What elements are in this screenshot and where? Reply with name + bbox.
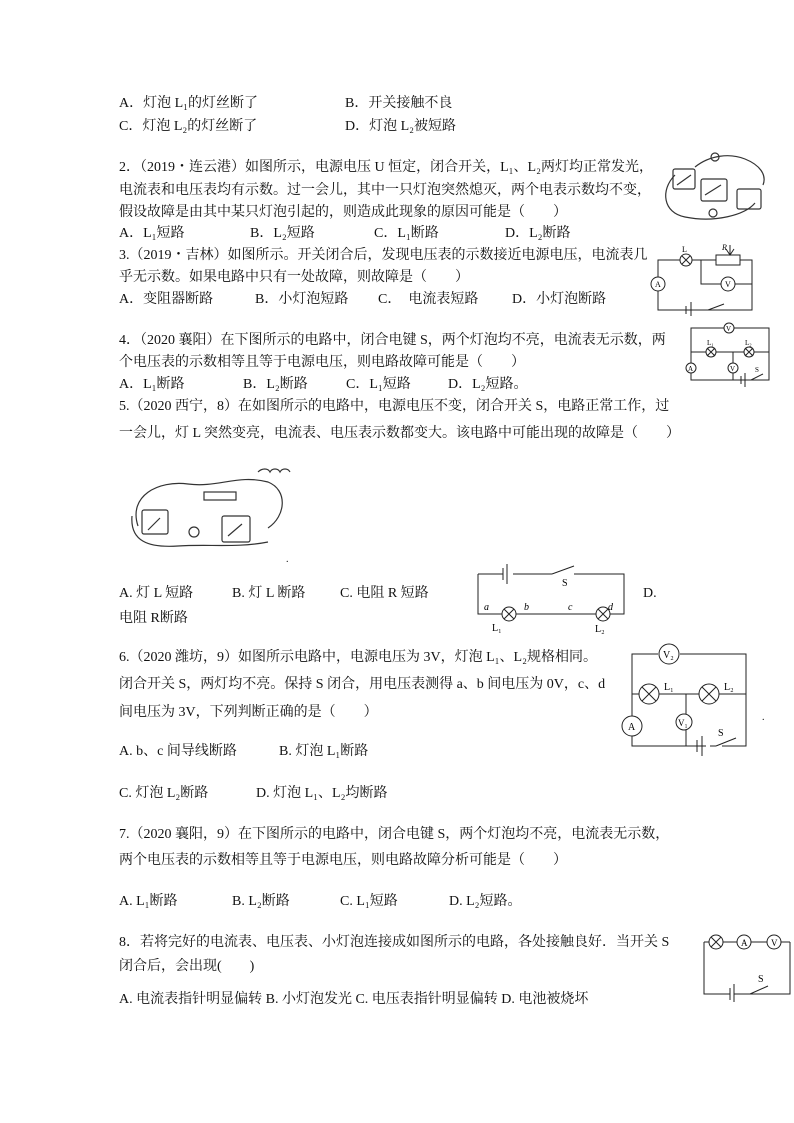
q2-circuit-photo (655, 145, 775, 227)
q4-fig-label-l2: L₂ (745, 339, 752, 347)
q6-stem-line2: 闭合开关 S，两灯均不亮。保持 S 闭合，用电压表测得 a、b 间电压为 0V，c、d (119, 677, 606, 692)
q5-fig-label-a: a (484, 602, 489, 613)
q7-stem-line2: 两个电压表的示数相等且等于电源电压，则电路故障分析可能是（ ） (119, 853, 567, 868)
q6-fig-label-s: S (718, 728, 724, 739)
q5-option-b: B. 灯 L 断路 (232, 586, 306, 601)
q5-fig-label-c: c (568, 602, 573, 613)
q2-option-b: B．L₂短路 (250, 226, 315, 241)
q5-option-d-text: 电阻 R断路 (119, 611, 188, 626)
q6-fig-label-a: A (628, 722, 636, 733)
q3-stem-line2: 乎无示数。如果电路中只有一处故障，则故障是（ ） (119, 270, 469, 285)
q4-option-d: D．L₂短路。 (448, 377, 528, 392)
q6-stem-line1: 6.（2020 潍坊，9）如图所示电路中，电源电压为 3V，灯泡 L₁、L₂规格相同。 (119, 650, 597, 665)
q5-stem-line1: 5.（2020 西宁，8）在如图所示的电路中，电源电压不变，闭合开关 S，电路正常工作，过 (119, 399, 670, 414)
q1-option-c: C．灯泡 L₂的灯丝断了 (119, 119, 258, 134)
q2-option-a: A．L₁短路 (119, 226, 185, 241)
q8-options: A. 电流表指针明显偏转 B. 小灯泡发光 C. 电压表指针明显偏转 D. 电池被烧坏 (119, 992, 589, 1007)
q7-option-c: C. L₁短路 (340, 894, 398, 909)
q8-fig-label-a: A (741, 938, 748, 948)
q5-option-c: C. 电阻 R 短路 (340, 586, 429, 601)
q1-option-d: D．灯泡 L₂被短路 (345, 119, 457, 134)
q8-fig-label-v: V (771, 938, 778, 948)
q4-fig-label-v: V (730, 365, 736, 373)
q4-fig-label-l1: L₁ (707, 339, 714, 347)
q4-stem-line2: 个电压表的示数相等且等于电源电压，则电路故障可能是（ ） (119, 355, 525, 370)
q3-option-b: B．小灯泡短路 (255, 292, 349, 307)
q4-option-a: A．L₁断路 (119, 377, 185, 392)
q8-stem-line2: 闭合后，会出现( ) (119, 959, 255, 974)
q4-fig-label-s: S (755, 366, 759, 374)
q1-option-a: A．灯泡 L₁的灯丝断了 (119, 96, 259, 111)
q5-circuit-photo (128, 466, 293, 562)
q5-circuit-diagram (468, 562, 633, 634)
q2-stem-line1: 2．（2019・连云港）如图所示，电源电压 U 恒定，闭合开关，L₁、L₂两灯均正常发光， (119, 160, 653, 175)
q2-option-d: D．L₂断路 (505, 226, 571, 241)
q8-stem-line1: 8．若将完好的电流表、电压表、小灯泡连接成如图所示的电路，各处接触良好．当开关 S (119, 935, 670, 950)
q6-fig-label-v1: V₁ (678, 718, 688, 728)
q8-circuit-diagram (696, 928, 794, 1002)
q4-option-b: B．L₂断路 (243, 377, 308, 392)
q4-option-c: C．L₁短路 (346, 377, 411, 392)
q2-stem-line3: 假设故障是由其中某只灯泡引起的，则造成此现象的原因可能是（ ） (119, 205, 567, 220)
q2-stem-line2: 电流表和电压表均有示数。过一会儿，其中一只灯泡突然熄灭，两个电表示数均不变， (119, 183, 651, 198)
q5-stem-line2: 一会儿，灯 L 突然变亮，电流表、电压表示数都变大。该电路中可能出现的故障是（ ） (119, 426, 681, 441)
q6-option-c: C. 灯泡 L₂断路 (119, 786, 209, 801)
q4-circuit-diagram (683, 318, 775, 388)
q5-option-a: A. 灯 L 短路 (119, 586, 194, 601)
q6-fig-label-l2: L₂ (724, 682, 734, 693)
q4-fig-label-a: A (688, 365, 694, 373)
q6-fig-label-l1: L₁ (664, 682, 674, 693)
q3-option-d: D．小灯泡断路 (512, 292, 607, 307)
q5-fig-label-l2: L₂ (595, 624, 605, 634)
q2-option-c: C．L₁断路 (374, 226, 439, 241)
q7-stem-line1: 7.（2020 襄阳，9）在下图所示的电路中，闭合电键 S，两个灯泡均不亮，电流表无示数， (119, 827, 670, 842)
q6-option-a: A. b、c 间导线断路 (119, 744, 237, 759)
q3-fig-label-l: L (682, 245, 687, 254)
q7-option-d: D. L₂短路。 (449, 894, 522, 909)
q6-option-d: D. 灯泡 L₁、L₂均断路 (256, 786, 388, 801)
q6-circuit-diagram (618, 636, 774, 756)
q5-fig-label-b: b (524, 602, 529, 613)
q3-option-c: C． 电流表短路 (378, 292, 479, 307)
q6-option-b: B. 灯泡 L₁断路 (279, 744, 369, 759)
q7-option-b: B. L₂断路 (232, 894, 290, 909)
q8-fig-label-s: S (758, 974, 764, 985)
q6-stem-line3: 间电压为 3V，下列判断正确的是（ ） (119, 705, 378, 720)
q3-stem-line1: 3.（2019・吉林）如图所示。开关闭合后，发现电压表的示数接近电源电压，电流表几 (119, 248, 648, 263)
q3-fig-label-a: A (655, 280, 661, 289)
q6-fig-label-v2: V₂ (663, 650, 674, 661)
q5-fig-label-s: S (562, 578, 568, 589)
q3-fig-label-r: R (722, 243, 727, 252)
q3-option-a: A．变阻器断路 (119, 292, 214, 307)
q1-option-b: B．开关接触不良 (345, 96, 453, 111)
q5-fig-label-l1: L₁ (492, 623, 502, 634)
q3-fig-label-v: V (725, 280, 731, 289)
q3-circuit-diagram (646, 240, 758, 316)
q4-fig-label-v-top: V (726, 325, 732, 333)
q4-stem-line1: 4．（2020 襄阳）在下图所示的电路中，闭合电键 S，两个灯泡均不亮，电流表无示数，两 (119, 333, 666, 348)
q6-fig-dot: . (762, 712, 765, 723)
q5-photo-dot: . (286, 554, 289, 565)
q5-option-d-label: D. (643, 586, 657, 601)
q7-option-a: A. L₁断路 (119, 894, 178, 909)
q5-fig-label-d: d (608, 602, 613, 613)
